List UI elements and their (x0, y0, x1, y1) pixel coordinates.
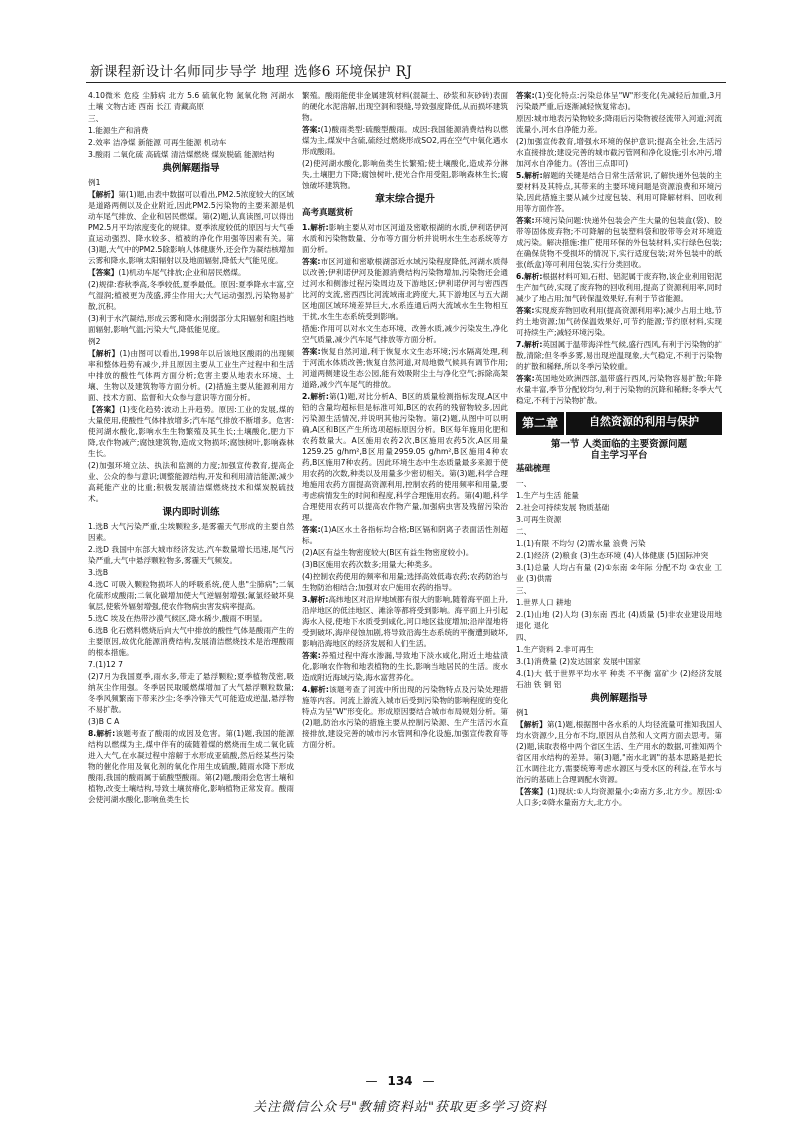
answer-paragraph (302, 684, 508, 750)
text-paragraph: 三、 (516, 586, 532, 595)
text-paragraph: 原因:城市地表污染物较多;降雨后污染物被径流带入河道;河流流量小,河水自净能力差。 (516, 114, 722, 134)
text-paragraph: 3.(1)消费量 (2)发达国家 发展中国家 (516, 657, 641, 666)
text-paragraph: 3.(1)总量 人均占有量 (2)①东南 ②年际 分配不均 ③农业 工业 (3)供需 (516, 563, 722, 583)
text-paragraph: (3)利于水汽凝结,形成云雾和降水;削弱部分太阳辐射和阻挡地面辐射,影响气温;污染大气,降低能见度。 (88, 314, 294, 334)
text-paragraph: 1.(1)有限 不均匀 (2)需水量 浪费 污染 (516, 539, 646, 548)
text-paragraph: 4.选C 可吸入颗粒物损坏人的呼吸系统,使人患"尘肺病";二氧化硫形成酸雨;二氧化碳增加使大气逆辐射增强;氟氯烃破坏臭氧层,使紫外辐射增强,使农作物病虫害发病率提高。 (88, 580, 294, 611)
text-paragraph: (2)规律:春秋季高,冬季较低,夏季最低。原因:夏季降水丰富,空气湿润;植被更为茂盛,滞尘作用大;大气运动强烈,污染物易扩散,沉积。 (88, 280, 294, 311)
text-paragraph: 例1 (516, 708, 529, 717)
text-paragraph: 2.社会可持续发展 物质基础 (516, 503, 610, 512)
text-paragraph: 6.选B 化石燃料燃烧后向大气中排放的酸性气体是酸雨产生的主要原因,故优化能源消费结构,发展清洁燃烧技术是治理酸雨的根本措施。 (88, 626, 294, 657)
answer-text: 解题的关键是结合日常生活常识,了解快递外包装的主要材料及其特点,其带来的主要环境问题是资源浪费和环境污染,因此措施主要从减少过度包装、利用可降解材料、回收利用等方面作答。 (516, 171, 722, 213)
answer-paragraph (302, 391, 508, 523)
lesson-title: 第一节 人类面临的主要资源问题 (550, 439, 688, 450)
answer-label: 【答案】 (88, 268, 119, 277)
answer-text: 该题考查了河流中所出现的污染物特点及污染处理措施等内容。河流上游流入城市后受到污染物的影响程度的变化特点为呈"W"形变化。形成原因要结合城市布局规划分析。第(2)题,防治水污染的措施主要从控制污染源、生产生活污水直接排放,建设完善的城市污水管网和净化设施,加强宣传教育等方面分析。 (302, 685, 508, 749)
answer-paragraph (88, 267, 294, 278)
answer-text: 第(1)题,根据图中各水系的人均径流量可推知我国人均水资源少,且分布不均,原因从自然和人文两方面去思考。第(2)题,读取表格中两个省区生活、生产用水的数据,可推知两个省区用水结构的差异。第(3)题,"南水北调"的基本思路是把长江水调往北方,需要统筹考虑水源区与受水区的利益,在节水与治污的基础上合理调配水资源。 (516, 720, 722, 784)
text-paragraph: 2.(1)山地 (2)人均 (3)东南 西北 (4)质量 (5)非农业建设用地 退化 退化 (516, 610, 722, 630)
answer-text: (1)A区水土各指标均合格;B区镉和阴离子表面活性剂超标。 (302, 525, 508, 545)
answer-text: (1)酸雨类型:硫酸型酸雨。成因:我国能源消费结构以燃煤为主,煤炭中含硫,硫经过燃烧形成SO2,再在空气中氧化遇水形成酸雨。 (302, 125, 508, 156)
answer-text: (1)现状:①人均资源量小;②南方多,北方少。原因:①人口多;②降水量南方大,北方小。 (516, 787, 722, 807)
text-paragraph: 四、 (516, 633, 532, 642)
answer-label: 8.解析: (88, 729, 116, 738)
text-paragraph: 2.选D 我国中东部大城市经济发达,汽车数量增长迅速,尾气污染严重,大气中悬浮颗粒物多,雾霾天气频发。 (88, 545, 294, 565)
text-paragraph: (2)加强宣传教育,增强水环境的保护意识;提高全社会,生活污水直接排放;建设完善的城市截污管网和净化设施;引水冲污,增加河水自净能力。(答出三点即可) (516, 137, 722, 168)
section-heading: 课内即时训练 (162, 507, 220, 518)
chapter-number: 第二章 (516, 412, 564, 435)
text-paragraph: 3.可再生资源 (516, 515, 562, 524)
answer-label: 答案: (516, 216, 535, 225)
answer-label: 【解析】 (88, 349, 120, 358)
answer-text: (1)由图可以看出,1998年以后该地区酸雨的出现频率和整体趋势有减少,并且原因主要从工业生产过程中和生活中排放的酸性气体两方面分析;危害主要从地表水环境、土壤、生物以及建筑物等方面分析。(2)措施主要从能源利用方面、技术方面、监督和大众参与意识等方面分析。 (88, 349, 294, 402)
answer-label: 答案: (302, 651, 321, 660)
answer-label: 6.解析: (516, 272, 543, 281)
text-paragraph: 4.10微米 危疫 尘肺病 北方 5.6 硫氧化物 氮氧化物 河湖水 土壤 文物古迹 西南 长江 青藏高原 (88, 91, 294, 111)
chapter-banner (516, 412, 722, 435)
answer-paragraph (516, 719, 722, 785)
text-paragraph: 5.选C 埃及在热带沙漠气候区,降水稀少,酸雨不明显。 (88, 614, 268, 623)
answer-text: 市区河道和密歇根湖部近水域污染程度降低,河湖水质得以改善;伊利诺伊河及能源消费结构污染物增加,污染物还会通过河水和侧渗过程污染周边及下游地区;伊利诺伊河与密西西比河的支流,密西西比河流域南北跨度大,其下游地区与五大湖区地面区域环境差异巨大,水系连通后两大流域水生生物相互干扰,水生生态系统受到影响。 (302, 257, 508, 321)
answer-paragraph (302, 222, 508, 255)
answer-paragraph (516, 373, 722, 406)
answer-label: 7.解析: (516, 340, 543, 349)
answer-text: 实现废弃物回收利用(提高资源利用率);减少占用土地,节约土地资源;加气砖保温效果好,可节约能源;节约原材料,实现可持续生产;减轻环境污染。 (516, 306, 722, 337)
text-paragraph: (2)使河湖水酸化,影响鱼类生长繁殖;使土壤酸化,造成养分淋失,土壤肥力下降;腐蚀树叶,使光合作用受阻,影响森林生长;腐蚀破坏建筑物。 (302, 159, 508, 190)
answer-paragraph (516, 170, 722, 214)
section-heading: 典例解题指导 (162, 163, 220, 174)
text-paragraph: 例2 (88, 337, 101, 346)
lesson-title: 自主学习平台 (590, 450, 648, 461)
text-paragraph: 措施:作用可以对水文生态环境、改善水质,减少污染发生,净化空气质量,减少汽车尾气排放等方面分析。 (302, 324, 508, 344)
answer-text: 养殖过程中海水渗漏,导致地下淡水咸化,附近土地盐渍化,影响农作物和地表植物的生长,影响当地居民的生活。废水造成附近海域污染,海水富营养化。 (302, 651, 508, 682)
answer-label: 3.解析: (302, 595, 329, 604)
answer-label: 【解析】 (88, 190, 119, 199)
answer-label: 【答案】 (88, 405, 120, 414)
answer-label: 答案: (302, 257, 321, 266)
answer-text: (1)变化特点:污染总体呈"W"形变化(先减轻后加重,3月污染最严重,后逐渐减轻恢复常态)。 (516, 91, 722, 111)
answer-label: 4.解析: (302, 685, 329, 694)
answer-paragraph (302, 650, 508, 683)
answer-label: 【解析】 (516, 720, 547, 729)
answer-paragraph (516, 786, 722, 808)
text-paragraph: (3)B区施用农药次数多;用量大;种类多。 (302, 560, 437, 569)
page-body (88, 90, 722, 1070)
answer-paragraph (302, 594, 508, 649)
answer-text: 第(1)题,对比分析A、B区的质量检测指标发现,A区中铅的含量均超标但是标准可知,B区的农药的残留物较多,因此污染源生活情况,并说明其他污染物。第(2)题,从图中可以明确,A区和B区产生所选项超标原因分析。B区每年施用化肥和农药数量大。A区施用农药2次,B区施用农药5次,A区用量1259.25 g/hm²,B区用量2959.05 g/hm²,B区施用4种农药,B区施用7种农药。因此环境生态中生态质量最多来源于使用农药的次数,种类以及用量多少密切相关。第(3)题,科学合理地施用农药方面提高资源利用,控制农药的使用频率和用量,要考虑病情发生的时间和程度,科学合理施用农药。第(4)题,科学合理使用农药可以提高农作物产量,加强病虫害及残留污染治理。 (302, 392, 508, 522)
answer-paragraph (516, 339, 722, 372)
column-left (88, 90, 294, 1070)
answer-text: 影响主要从对市区河道及密歇根湖的水质,伊利诺伊河水质和污染物数量、分布等方面分析并说明水生生态系统等方面分析。 (302, 223, 508, 254)
text-paragraph: 1.生产资料 2.非可再生 (516, 645, 594, 654)
text-paragraph: 1.生产与生活 能量 (516, 491, 579, 500)
text-paragraph: (2)A区有益生物密度较大(B区有益生物密度较小)。 (302, 548, 474, 557)
answer-label: 答案: (302, 525, 321, 534)
text-paragraph: 1.选B 大气污染严重,尘埃颗粒多,是雾霾天气形成的主要自然因素。 (88, 522, 294, 542)
text-paragraph: 3.选B (88, 568, 109, 577)
chapter-summary-heading: 章末综合提升 (375, 194, 435, 205)
answer-label: 答案: (302, 347, 321, 356)
text-paragraph: 一、 (516, 479, 532, 488)
answer-label: 答案: (516, 91, 535, 100)
answer-paragraph (516, 305, 722, 338)
answer-label: 【答案】 (516, 787, 548, 796)
text-paragraph: 2.效率 洁净煤 新能源 可再生能源 机动车 (88, 138, 227, 147)
answer-text: (1)变化趋势:波动上升趋势。原因:工业的发展,煤的大量使用,使酸性气体排放增多;汽车尾气排放不断增多。危害:使河湖水酸化,影响水生生物繁殖及其生长;土壤酸化,肥力下降,农作物减产;腐蚀建筑物,造成文物损坏;腐蚀树叶,影响森林生长。 (88, 405, 294, 458)
answer-paragraph (516, 215, 722, 270)
answer-paragraph (88, 189, 294, 266)
text-paragraph: (4)控制农药使用的频率和用量;选择高效低毒农药;农药防治与生物防治相结合;加强对农户施用农药的指导。 (302, 572, 508, 592)
answer-label: 答案: (516, 306, 535, 315)
answer-text: 高纬地区对沿岸地域都有很大的影响,随着海平面上升,沿岸地区的低洼地区、滩涂等都将受到影响。海平面上升引起海水入侵,使地下水质受到咸化,河口地区盐度增加;沿岸湿地将受到破坏,海岸侵蚀加剧,将导致沿海生态系统的平衡遭到破坏,影响沿海地区的经济发展和人们生活。 (302, 595, 508, 648)
answer-paragraph (302, 256, 508, 322)
subsection-heading: 高考真题赏析 (302, 208, 354, 218)
answer-label: 答案: (516, 374, 535, 383)
footer-note: 关注微信公众号"教辅资料站"获取更多学习资料 (253, 1100, 547, 1115)
answer-paragraph (88, 348, 294, 403)
answer-paragraph (302, 346, 508, 390)
answer-text: 第(1)题,由表中数据可以看出,PM2.5浓度较大的区域是道路两侧以及企业附近,因此PM2.5污染物的主要来源是机动车尾气排放、企业和居民燃煤。第(2)题,认真读图,可以得出PM2.5月平均浓度变化的规律。夏季浓度较低的原因与大气垂直运动强烈、降水较多、植被的净化作用强等因素有关。第(3)题,大气中的PM2.5除影响人体健康外,还会作为凝结核增加云雾和降水,影响太阳辐射以及地面辐射,降低大气能见度。 (88, 190, 294, 265)
header-title: 新课程新设计名师同步导学 地理 选修6 环境保护 RJ (90, 64, 413, 80)
answer-label: 答案: (302, 125, 321, 134)
answer-paragraph (88, 728, 294, 805)
answer-text: 该题考查了酸雨的成因及危害。第(1)题,我国的能源结构以燃煤为主,煤中伴有的硫随着煤的燃烧而生成二氧化硫进入大气,在水凝过程中溶解于水形成亚硫酸,然后经某些污染物的催化作用及氧化剂的氧化作用生成硫酸,随雨水降下形成酸雨,我国的酸雨属于硫酸型酸雨。第(2)题,酸雨会危害土壤和植物,改变土壤结构,导致土壤贫瘠化,影响植物正常发育。酸雨会使河湖水酸化,影响鱼类生长 (88, 729, 294, 804)
text-paragraph: (2)7月为我国夏季,雨水多,带走了悬浮颗粒;夏季植物茂密,吸纳灰尘作用强。冬季居民取暖燃煤增加了大气悬浮颗粒数量;冬季风频繁南下带来沙尘;冬季冷锋天气可能造成逆温,悬浮物不易扩散。 (88, 672, 294, 714)
column-middle (302, 90, 508, 1070)
text-paragraph: 繁殖。酸雨能使非金属建筑材料(混凝土、砂浆和灰砂砖)表面的硬化水泥溶解,出现空洞和裂缝,导致强度降低,从而损坏建筑物。 (302, 91, 508, 122)
answer-text: (1)机动车尾气排放;企业和居民燃煤。 (118, 268, 246, 277)
text-paragraph: 3.酸雨 二氧化硫 高硫煤 清洁煤燃烧 煤炭脱硫 能源结构 (88, 150, 275, 159)
answer-text: 恢复自然河道,利于恢复水文生态环境;污水隔离处理,利于河流水体质改善;恢复自然河道,对局地微气候具有调节作用;河道两侧建设生态公园,能有效吸附尘土与净化空气;拆除高架道路,减少汽车尾气的排放。 (302, 347, 508, 389)
page-number: — 134 — (0, 1074, 800, 1088)
column-right (516, 90, 722, 1070)
answer-paragraph (516, 90, 722, 112)
chapter-name: 自然资源的利用与保护 (564, 412, 722, 435)
answer-text: 环境污染问题:快递外包装会产生大量的包装盒(袋)、胶带等固体废弃物;不可降解的包装塑料袋和胶带等会对环境造成污染。解决措施:推广使用环保的外包装材料,实行绿色包装;在确保货物不受损坏的情况下,实行适度包装;对外包装中的纸张(纸盒)等可利用包装,实行分类回收。 (516, 216, 722, 269)
text-paragraph: 2.(1)经济 (2)粮食 (3)生态环境 (4)人体健康 (5)国际冲突 (516, 551, 709, 560)
text-paragraph: 1.能源生产和消费 (88, 126, 149, 135)
answer-label: 5.解析: (516, 171, 543, 180)
answer-label: 1.解析: (302, 223, 329, 232)
answer-text: 根据材料可知,石柑、铝泥属于废弃物,该企业利用铝泥生产加气砖,实现了废弃物的回收利用,提高了资源利用率,同时减少了地占用;加气砖保温效果好,有利于节省能源。 (516, 272, 722, 303)
answer-paragraph (88, 404, 294, 459)
text-paragraph: 例1 (88, 178, 101, 187)
answer-text: 英国地处欧洲西部,温带盛行西风,污染物容易扩散;年降水量丰富,季节分配较均匀,利于污染物的沉降和稀释;冬季大气稳定,不利于污染物扩散。 (516, 374, 722, 405)
text-paragraph: 4.(1)大 低于世界平均水平 种类 不平衡 富矿少 (2)经济发展 石油 铁 铜 铝 (516, 669, 722, 689)
page-header (86, 56, 726, 83)
text-paragraph: 1.世界人口 耕地 (516, 598, 572, 607)
text-paragraph: 7.(1)12 7 (88, 660, 123, 669)
subsection-heading: 基础梳理 (516, 464, 551, 474)
answer-text: 英国属于温带海洋性气候,盛行西风,有利于污染物的扩散,清除;但冬季多雾,易出现逆温现象,大气稳定,不利于污染物的扩散和稀释,所以冬季污染较重。 (516, 340, 722, 371)
answer-paragraph (302, 524, 508, 546)
section-heading: 典例解题指导 (590, 693, 648, 704)
answer-paragraph (302, 124, 508, 157)
text-paragraph: (2)加强环境立法、执法和监测的力度;加强宣传教育,提高企业、公众的参与意识;调整能源结构,开发和利用清洁能源;减少高耗能产业的比重;积极发展清洁煤燃烧技术和煤炭脱硫技术。 (88, 461, 294, 503)
text-paragraph: 三、 (88, 114, 104, 123)
answer-label: 2.解析: (302, 392, 329, 401)
text-paragraph: 二、 (516, 527, 532, 536)
answer-paragraph (516, 271, 722, 304)
text-paragraph: (3)B C A (88, 717, 120, 726)
